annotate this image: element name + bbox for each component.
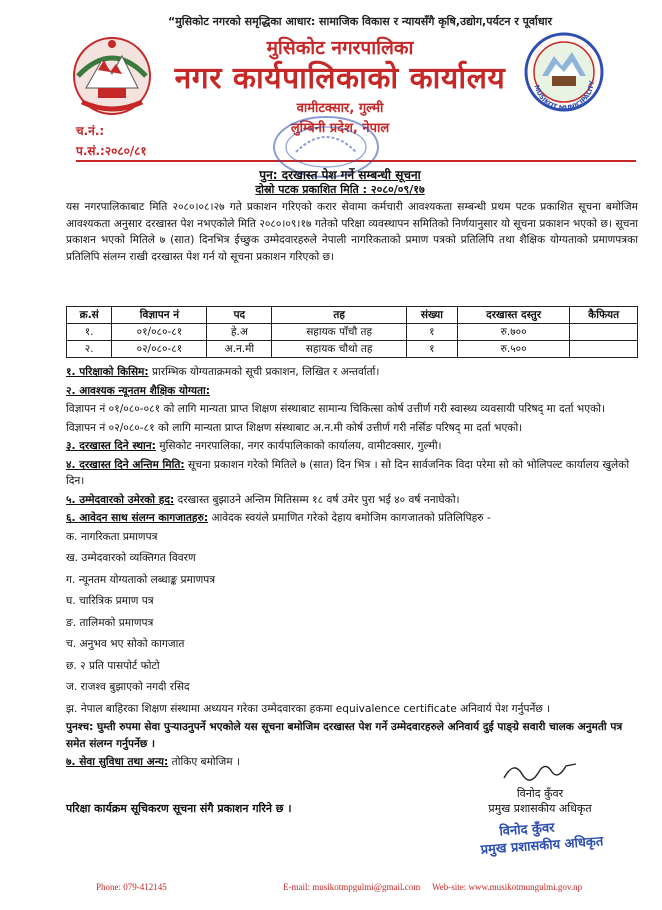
section-label: ४. दरखास्त दिने अन्तिम मिति: — [66, 458, 185, 471]
section-label: ६. आवेदन साथ संलग्न कागजातहरु: — [66, 512, 209, 524]
org-name: मुसिकोट नगरपालिका — [266, 37, 414, 59]
col-header-ad-number: विज्ञापन नं — [112, 307, 207, 324]
section-label: १. परिक्षाको किसिम: — [66, 366, 149, 378]
signatory-title: प्रमुख प्रशासकीय अधिकृत — [488, 802, 592, 815]
notice-intro: यस नगरपालिकाबाट मिति २०८०।०८।२७ गते प्रकाशन गरिएको करार सेवामा कर्मचारी आवश्यकता सम्बन्धी प्रथम पटक प्रकाशित सूचना बमोजिम आवश्यकता अनुसार दरखास्त पेश नभएकोले मिति २०८०।०९।१७ गतेको परिक्षा व्यवस्थापन समितिको निर्णयानुसार यो सूचना प्रकाशन भएको छ। सूचना प्रकाशन भएको मितिले ७ (सात) दिनभित्र ईच्छुक उम्मेदवारहरुले नेपाली नागरिकताको प्रमाण पत्रको प्रतिलिपि तथा शैक्षिक योग्यताको प्रमाणपत्रका प्रतिलिपि संलग्न राखी दरखास्त पेश गर्न यो सूचना प्रकाशन गरिएको छ। — [66, 201, 638, 263]
col-header-sn: क्र.सं — [67, 307, 112, 324]
posts-table-header-row — [67, 307, 638, 324]
section-label: ७. सेवा सुविधा तथा अन्य: — [66, 756, 169, 768]
list-item: च. अनुभव भए सोको कागजात — [66, 638, 185, 650]
handwritten-signature-icon — [500, 756, 580, 786]
cell-level: सहायक चौथो तह — [272, 341, 407, 358]
section-documents — [66, 510, 638, 527]
footer-note: परिक्षा कार्यक्रम सूचिकरण सूचना संगै प्रकाशन गरिने छ । — [66, 802, 292, 815]
list-item: ङ. तालिमको प्रमाणपत्र — [66, 616, 154, 629]
cell-post: अ.न.मी — [207, 341, 272, 358]
cell-count: १ — [406, 324, 457, 341]
cell-post: हे.अ — [207, 324, 272, 341]
list-item: ख. उम्मेदवारको व्यक्तिगत विवरण — [66, 552, 196, 564]
list-item: क. नागरिकता प्रमाणपत्र — [66, 530, 158, 543]
cell-remarks — [570, 324, 638, 341]
cell-level: सहायक पाँचौ तह — [272, 324, 407, 341]
col-header-level: तह — [272, 307, 407, 324]
list-item: ग. न्यूनतम योग्यताको लब्धाङ्क प्रमाणपत्र — [66, 573, 216, 586]
section-text: तोकिए बमोजिम । — [168, 756, 241, 768]
section-deadline — [66, 457, 638, 490]
cell-count: १ — [406, 341, 457, 358]
list-item: घ. चारित्रिक प्रमाण पत्र — [66, 595, 154, 607]
col-header-remarks: कैफियत — [570, 307, 638, 324]
section-text: सूचना प्रकाशन गरेको मितिले ७ (सात) दिन भित्र । सो दिन सार्वजनिक विदा परेमा सो को भोलिपल्ट कार्यालय खुलेको दिन। — [66, 458, 630, 487]
stamp-name: विनोद कुँवर — [498, 820, 555, 840]
municipal-motto: “मुसिकोट नगरको समृद्धिका आधार: सामाजिक विकास र न्यायसँगै कृषि,उद्योग,पर्यटन र पूर्वाधार — [168, 15, 552, 28]
table-row — [67, 324, 638, 341]
contact-email: E-mail: musikotmpgulmi@gmail.com — [283, 882, 421, 892]
table-row — [67, 341, 638, 358]
section-label: २. आवश्यक न्यूनतम शैक्षिक योग्यता: — [66, 384, 211, 397]
cell-ad-number: ०२/०८०-८१ — [112, 341, 207, 358]
office-name: नगर कार्यपालिकाको कार्यालय — [174, 61, 506, 96]
address-line-1: वामीटक्सार, गुल्मी — [296, 101, 384, 116]
municipality-logo-icon — [522, 30, 606, 114]
section-text: आवेदक स्वयंले प्रमाणित गरेको देहाय बमोजिम कागजातको प्रतिलिपिहरु - — [208, 512, 491, 524]
contact-website: Web-site: www.musikotmungulmi.gov.np — [432, 882, 583, 892]
cell-fee: रु.७०० — [457, 324, 570, 341]
contact-phone: Phone: 079-412145 — [96, 882, 167, 892]
section-text: दरखास्त बुझाउने अन्तिम मितिसम्म १८ वर्ष उमेर पुरा भई ४० वर्ष ननाघेको। — [174, 493, 460, 506]
stamp-title: प्रमुख प्रशासकीय अधिकृत — [480, 834, 604, 858]
chalani-number-label: च.नं.: — [76, 124, 105, 138]
logo-text: MUSIKOT MUNICIPALITY — [532, 80, 597, 113]
cell-ad-number: ०१/०८०-८१ — [112, 324, 207, 341]
notice-title: पुन: दरखास्त पेश गर्ने सम्बन्धी सूचना — [259, 168, 421, 182]
list-item: छ. २ प्रति पासपोर्ट फोटो — [66, 659, 160, 672]
nepal-emblem-icon — [68, 30, 156, 118]
address-line-2: लुम्बिनी प्रदेश, नेपाल — [290, 121, 390, 136]
section-application-place — [66, 438, 638, 455]
col-header-fee: दरखास्त दस्तुर — [457, 307, 570, 324]
col-header-count: संख्या — [406, 307, 457, 324]
postscript-note: पुनश्च: घुम्ती रुपमा सेवा पुर्‍याउनुपर्ने भएकोले यस सूचना बमोजिम दरखास्त पेश गर्ने उम्मेदवारहरुले अनिवार्य दुई पाङ्ग्रे सवारी चालक अनुमती पत्र समेत संलग्न गर्नुपर्नेछ । — [66, 721, 623, 750]
list-item: झ. नेपाल बाहिरका शिक्षण संस्थामा अध्ययन गरेका उम्मेदवारका हकमा equivalence certificate अनिवार्य पेश गर्नुपर्नेछ । — [66, 702, 551, 715]
qualification-line-2: विज्ञापन नं ०२/०८०-८१ को लागि मान्यता प्राप्त शिक्षण संस्थाबाट अ.न.मी कोर्ष उत्तीर्ण गरी नर्सिङ परिषद् मा दर्ता भएको। — [66, 421, 523, 434]
section-text: मुसिकोट नगरपालिका, नगर कार्यपालिकाको कार्यालय, वामीटक्सार, गुल्मी। — [155, 440, 442, 452]
section-text: प्रारम्भिक योग्यताक्रमको सूची प्रकाशन, लिखित र अन्तर्वार्ता। — [148, 366, 380, 378]
qualification-line-1: विज्ञापन नं ०१/०८०-०८१ को लागि मान्यता प्राप्त शिक्षण संस्थाबाट सामान्य चिकित्सा कोर्ष उत्तीर्ण गरी स्वास्थ्य व्यवसायी परिषद् मा दर्ता भएको। — [66, 403, 606, 415]
signatory-stamp — [479, 815, 621, 861]
posts-table — [66, 306, 638, 358]
cell-sn: १. — [67, 324, 112, 341]
section-label: ३. दरखास्त दिने स्थान: — [66, 440, 156, 452]
notice-publish-date: दोस्रो पटक प्रकाशित मिति : २०८०/०९/१७ — [255, 183, 425, 196]
signatory-name: विनोद कुँवर — [516, 787, 564, 800]
cell-sn: २. — [67, 341, 112, 358]
patra-sankhya-label: प.सं.:२०८०/८१ — [76, 144, 147, 158]
cell-remarks — [570, 341, 638, 358]
section-qualification — [66, 383, 638, 400]
section-label: ५. उम्मेदवारको उमेरको हद: — [66, 493, 175, 506]
cell-fee: रु.५०० — [457, 341, 570, 358]
col-header-post: पद — [207, 307, 272, 324]
notice-body — [66, 364, 638, 773]
section-age-limit — [66, 492, 638, 509]
list-item: ज. राजश्व बुझाएको नगदी रसिद — [66, 681, 190, 693]
section-exam-type — [66, 364, 638, 381]
